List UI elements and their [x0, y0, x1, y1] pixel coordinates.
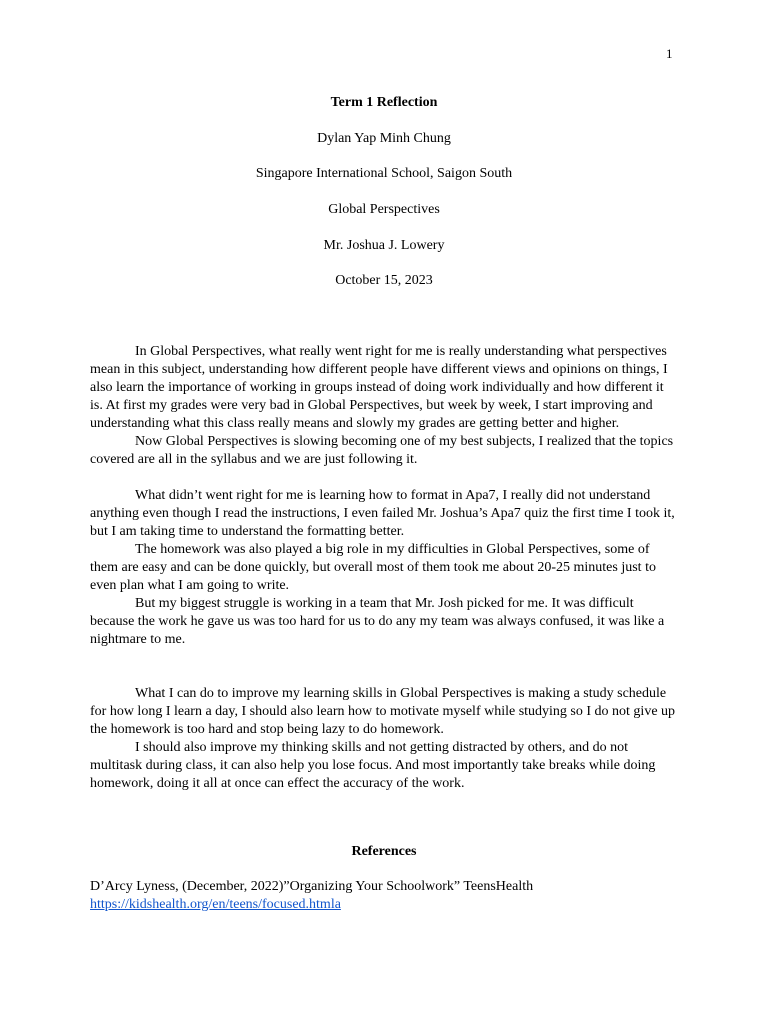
paragraph-spacer [90, 649, 676, 685]
reference-entry [90, 878, 676, 914]
institution: Singapore International School, Saigon South [255, 166, 513, 182]
reference-link[interactable]: https://kidshealth.org/en/teens/focused.htmla [90, 897, 341, 912]
references-heading: References [351, 844, 417, 859]
title-block [0, 93, 768, 307]
body-text [90, 343, 676, 793]
paragraph: What didn’t went right for me is learning how to format in Apa7, I really did not understand anything even though I read the instructions, I even failed Mr. Joshua’s Apa7 quiz the first time I took it, but I am taking time to understand the formatting better. [90, 488, 675, 539]
paragraph: In Global Perspectives, what really went right for me is really understanding what perspectives mean in this subject, understanding how different people have different views and opinions on things, I also learn the importance of working in groups instead of doing work individually and how different it is. At first my grades were very bad in Global Perspectives, but week by week, I start improving and understanding what this class really means and slowly my grades are getting better and higher. [90, 344, 668, 431]
course-name: Global Perspectives [328, 202, 440, 218]
paragraph: Now Global Perspectives is slowing becoming one of my best subjects, I realized that the topics covered are all in the syllabus and we are just following it. [90, 434, 674, 467]
paragraph-spacer [90, 469, 676, 487]
author-name: Dylan Yap Minh Chung [317, 130, 451, 146]
paragraph: I should also improve my thinking skills and not getting distracted by others, and do not multitask during class, it can also help you lose focus. And most importantly take breaks while doing homework, doing it all at once can effect the accuracy of the work. [90, 740, 656, 791]
paragraph: What I can do to improve my learning skills in Global Perspectives is making a study schedule for how long I learn a day, I should also learn how to motivate myself while studying so I do not give up the homework is too hard and stop being lazy to do homework. [90, 686, 676, 737]
page-number: 1 [666, 46, 673, 61]
paper-date: October 15, 2023 [335, 273, 433, 289]
paragraph: But my biggest struggle is working in a team that Mr. Josh picked for me. It was difficult because the work he gave us was too hard for us to do any my team was always confused, it was like a nightmare to me. [90, 596, 665, 647]
instructor-name: Mr. Joshua J. Lowery [323, 237, 445, 253]
paper-title: Term 1 Reflection [330, 95, 438, 110]
paragraph: The homework was also played a big role in my difficulties in Global Perspectives, some of them are easy and can be done quickly, but overall most of them took me about 20-25 minutes just to even plan what I am going to write. [90, 542, 656, 593]
reference-citation: D’Arcy Lyness, (December, 2022)”Organizing Your Schoolwork” TeensHealth [90, 879, 534, 894]
